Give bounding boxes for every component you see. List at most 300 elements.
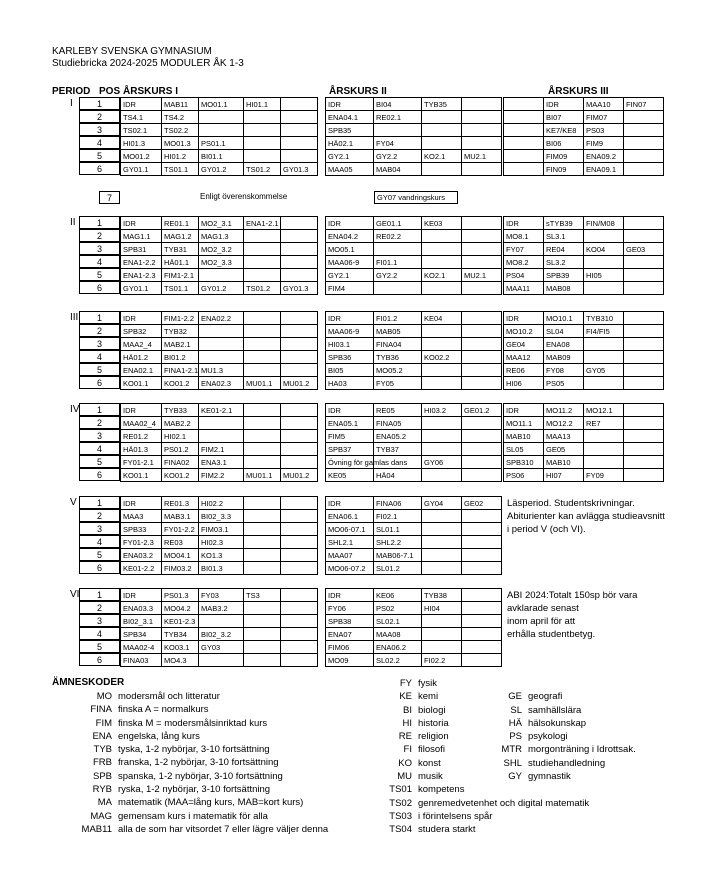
course-cell: HÄ01.3	[121, 443, 162, 456]
legend-item	[478, 677, 636, 690]
table-row	[326, 536, 502, 549]
course-cell: RE06	[504, 364, 544, 377]
course-cell: MO4.3	[162, 654, 199, 667]
course-cell: HÄ01.2	[121, 351, 162, 364]
course-cell: FY01-2.2	[162, 523, 199, 536]
course-cell: MO12.1	[584, 404, 624, 417]
course-cell: MO11.2	[544, 404, 584, 417]
course-cell	[422, 163, 462, 176]
table-row	[504, 256, 664, 269]
legend-item	[52, 823, 328, 836]
table-row	[504, 312, 664, 325]
course-cell: TYB310	[584, 312, 624, 325]
course-cell	[244, 523, 281, 536]
course-cell: PS05	[544, 377, 584, 390]
pos-cell: 1	[79, 97, 120, 110]
course-cell: GE03	[624, 243, 664, 256]
course-cell	[462, 111, 502, 124]
table-row	[121, 282, 318, 295]
course-cell	[624, 124, 664, 137]
legend-code: TS02	[389, 797, 412, 809]
course-cell	[462, 562, 502, 575]
table-row	[504, 150, 664, 163]
course-cell	[281, 338, 318, 351]
course-cell	[244, 111, 281, 124]
table-row	[504, 364, 664, 377]
course-cell: SL02.2	[374, 654, 422, 667]
course-cell: MAA3	[121, 510, 162, 523]
course-cell	[374, 243, 422, 256]
course-cell: GY01.2	[199, 282, 244, 295]
year1-header: ÅRSKURS I	[123, 86, 179, 97]
course-cell	[244, 654, 281, 667]
table-row	[504, 111, 664, 124]
course-cell: HÄ01.1	[162, 256, 199, 269]
course-cell	[244, 364, 281, 377]
course-cell	[462, 510, 502, 523]
course-cell: ENA1-2.1	[244, 217, 281, 230]
table-row	[326, 443, 502, 456]
course-cell: HI02.3	[199, 536, 244, 549]
course-cell	[462, 325, 502, 338]
table-row	[121, 562, 318, 575]
course-cell	[422, 111, 462, 124]
course-cell: FIN/M08	[584, 217, 624, 230]
course-cell: FY01-2.3	[121, 536, 162, 549]
pos-cell: 2	[79, 229, 120, 242]
course-cell	[244, 641, 281, 654]
table-row	[504, 163, 664, 176]
course-cell: ENA04.1	[326, 111, 374, 124]
table-row	[326, 510, 502, 523]
course-cell: IDR	[504, 404, 544, 417]
course-cell: FINA06	[374, 497, 422, 510]
course-cell: TYB35	[422, 98, 462, 111]
course-cell: FIM03.2	[162, 562, 199, 575]
course-cell	[281, 628, 318, 641]
course-cell	[584, 351, 624, 364]
legend-description: kompetens	[418, 784, 465, 796]
year3-table	[503, 403, 664, 482]
legend-description: ryska, 1-2 nybörjar, 3-10 fortsättning	[118, 784, 271, 796]
table-row	[121, 150, 318, 163]
legend-column-3	[478, 677, 636, 783]
course-cell: MAA11	[504, 282, 544, 295]
table-row	[121, 443, 318, 456]
course-cell: MAB09	[544, 351, 584, 364]
course-cell: GE04	[504, 338, 544, 351]
table-row	[121, 269, 318, 282]
course-cell	[244, 150, 281, 163]
table-row	[504, 137, 664, 150]
course-cell: MO2_3.3	[199, 256, 244, 269]
year1-table	[120, 97, 318, 176]
legend-item	[478, 757, 636, 770]
course-cell: MU2.1	[462, 269, 502, 282]
course-cell: GY04	[422, 497, 462, 510]
table-row	[504, 404, 664, 417]
course-cell: MAA08	[374, 628, 422, 641]
table-row	[121, 549, 318, 562]
course-cell: GY2.2	[374, 269, 422, 282]
legend-description: hälsokunskap	[528, 717, 587, 729]
course-cell	[199, 654, 244, 667]
legend-description: spanska, 1-2 nybörjar, 3-10 fortsättning	[118, 770, 283, 782]
course-cell: HI02.1	[162, 430, 199, 443]
course-cell	[422, 430, 462, 443]
course-cell: PS03	[584, 124, 624, 137]
table-row	[504, 377, 664, 390]
table-row	[326, 456, 502, 469]
course-cell: TS4.2	[162, 111, 199, 124]
pos-cell: 6	[79, 468, 120, 481]
pos-cell: 6	[79, 281, 120, 294]
course-cell: MAA12	[504, 351, 544, 364]
course-cell: MO01.3	[162, 137, 199, 150]
course-cell: MU1.3	[199, 364, 244, 377]
course-cell: ENA02.1	[121, 364, 162, 377]
course-cell: KO01.2	[162, 469, 199, 482]
course-cell: FIM07	[584, 111, 624, 124]
course-cell: TYB33	[162, 404, 199, 417]
legend-code: RE	[398, 731, 412, 743]
course-cell: TYB37	[374, 443, 422, 456]
course-cell: FINA05	[374, 417, 422, 430]
course-cell: KO1.3	[199, 549, 244, 562]
legend-description: gemensam kurs i matematik för alla	[118, 810, 268, 822]
course-cell: FY09	[584, 469, 624, 482]
legend-description: konst	[418, 757, 441, 769]
course-cell: MO2_3.1	[199, 217, 244, 230]
course-cell: sTYB39	[544, 217, 584, 230]
course-cell: MO01.1	[199, 98, 244, 111]
course-cell: KO01.1	[121, 377, 162, 390]
course-cell	[422, 256, 462, 269]
course-cell	[504, 124, 544, 137]
pos-cell: 3	[79, 123, 120, 136]
course-cell: TS01.2	[244, 282, 281, 295]
course-cell	[199, 111, 244, 124]
course-cell: FIM1-2.2	[162, 312, 199, 325]
year1-table	[120, 311, 318, 390]
course-cell	[422, 523, 462, 536]
course-cell	[624, 443, 664, 456]
course-cell: HI06	[504, 377, 544, 390]
course-cell	[584, 443, 624, 456]
table-row	[121, 654, 318, 667]
course-cell	[462, 589, 502, 602]
course-cell	[422, 282, 462, 295]
course-cell: RE02.2	[374, 230, 422, 243]
table-row	[326, 404, 502, 417]
course-cell	[624, 364, 664, 377]
pos-cell: 6	[79, 653, 120, 666]
course-cell	[624, 325, 664, 338]
period-note: Läsperiod. Studentskrivningar.	[507, 498, 635, 509]
course-cell: RE05	[374, 404, 422, 417]
table-row	[121, 230, 318, 243]
course-cell: IDR	[504, 312, 544, 325]
course-cell	[462, 243, 502, 256]
course-cell: HI07	[544, 469, 584, 482]
year2-table	[325, 403, 502, 482]
legend-code: MA	[97, 797, 112, 809]
course-cell: MAB10	[504, 430, 544, 443]
legend-item	[350, 810, 589, 823]
table-row	[121, 312, 318, 325]
course-cell	[281, 523, 318, 536]
table-row	[121, 497, 318, 510]
course-cell: IDR	[121, 497, 162, 510]
course-cell: SPB36	[326, 351, 374, 364]
course-cell: GY05	[584, 364, 624, 377]
course-cell: BI06	[544, 137, 584, 150]
legend-description: genremedvetenhet och digital matematik	[418, 797, 590, 809]
course-cell: GY01.1	[121, 282, 162, 295]
course-cell	[281, 98, 318, 111]
course-cell	[281, 430, 318, 443]
table-row	[121, 243, 318, 256]
course-cell: GE01.1	[374, 217, 422, 230]
course-cell: MAB06-7.1	[374, 549, 422, 562]
legend-code: ENA	[92, 730, 112, 742]
table-row	[504, 338, 664, 351]
table-row	[326, 641, 502, 654]
table-row	[326, 325, 502, 338]
course-cell	[281, 443, 318, 456]
year1-table	[120, 496, 318, 575]
course-cell: MAB3.2	[199, 602, 244, 615]
table-row	[326, 615, 502, 628]
legend-code: SPB	[92, 770, 112, 782]
course-cell: KO02.2	[422, 351, 462, 364]
course-cell	[462, 312, 502, 325]
table-row	[121, 430, 318, 443]
course-cell: MO04.2	[162, 602, 199, 615]
legend-description: kemi	[418, 691, 439, 703]
course-cell	[422, 325, 462, 338]
table-row	[121, 111, 318, 124]
course-cell: MAB3.1	[162, 510, 199, 523]
course-cell: IDR	[326, 589, 374, 602]
legend-code: BI	[403, 704, 412, 716]
legend-code: FY	[399, 678, 412, 689]
legend-item	[52, 796, 328, 809]
year2-table	[325, 216, 502, 295]
course-cell: FY05	[374, 377, 422, 390]
legend-code: RYB	[92, 784, 112, 796]
legend-code: MAG	[90, 810, 112, 822]
table-row	[121, 641, 318, 654]
legend-description: biologi	[418, 704, 446, 716]
course-cell: HI03.1	[326, 338, 374, 351]
legend-code: GY	[508, 771, 522, 783]
pos-cell: 6	[79, 162, 120, 175]
table-row	[121, 417, 318, 430]
legend-item	[478, 704, 636, 717]
legend-code: TS03	[389, 810, 412, 822]
course-cell	[462, 456, 502, 469]
course-cell	[504, 137, 544, 150]
period-label: V	[70, 497, 77, 508]
course-cell: ENA06.2	[374, 641, 422, 654]
course-cell: FI02.1	[374, 510, 422, 523]
course-cell	[422, 137, 462, 150]
course-cell	[244, 562, 281, 575]
course-cell: MU01.2	[281, 377, 318, 390]
legend-description: geografi	[528, 691, 563, 703]
school-name: KARLEBY SVENSKA GYMNASIUM	[52, 46, 212, 57]
course-cell: PS01.2	[162, 443, 199, 456]
course-cell: FY08	[544, 364, 584, 377]
course-cell: MO04.1	[162, 549, 199, 562]
course-cell	[281, 325, 318, 338]
course-cell: MO11.1	[504, 417, 544, 430]
course-cell: RE03	[162, 536, 199, 549]
course-cell: GY2.1	[326, 269, 374, 282]
table-row	[326, 377, 502, 390]
course-cell	[624, 430, 664, 443]
course-cell	[462, 377, 502, 390]
period-label: III	[70, 312, 79, 323]
period-label: II	[70, 217, 76, 228]
period-header: PERIOD	[52, 86, 91, 97]
course-cell: MU01.1	[244, 377, 281, 390]
table-row	[121, 536, 318, 549]
course-cell: IDR	[121, 312, 162, 325]
legend-description: samhällslära	[528, 704, 582, 716]
course-cell	[462, 282, 502, 295]
legend-code: MAB11	[81, 823, 112, 835]
course-cell: ENA05.1	[326, 417, 374, 430]
course-cell: FI4/FI5	[584, 325, 624, 338]
course-cell	[374, 282, 422, 295]
course-cell	[422, 641, 462, 654]
course-cell	[199, 124, 244, 137]
course-cell	[624, 456, 664, 469]
period-note: ABI 2024:Totalt 150sp bör vara	[507, 590, 638, 601]
course-cell: ENA08	[544, 338, 584, 351]
course-cell: HI01.1	[244, 98, 281, 111]
course-cell: MO8.1	[504, 230, 544, 243]
course-cell: BI07	[544, 111, 584, 124]
legend-code: SHL	[503, 757, 522, 769]
table-row	[326, 98, 502, 111]
table-row	[326, 430, 502, 443]
course-cell	[462, 338, 502, 351]
pos-cell: 1	[79, 216, 120, 229]
table-row	[121, 364, 318, 377]
period-note: erhålla studentbetyg.	[507, 629, 596, 640]
legend-code: FRB	[93, 757, 112, 769]
course-cell	[281, 497, 318, 510]
pos-cell: 6	[79, 561, 120, 574]
course-cell: MO01.2	[121, 150, 162, 163]
course-cell: GY01.1	[121, 163, 162, 176]
course-cell	[462, 430, 502, 443]
course-cell	[281, 364, 318, 377]
course-cell: GY01.3	[281, 282, 318, 295]
course-cell	[281, 351, 318, 364]
table-row	[326, 256, 502, 269]
legend-description: gymnastik	[528, 771, 571, 783]
course-cell	[462, 163, 502, 176]
year3-table	[503, 97, 664, 176]
course-cell: PS04	[504, 269, 544, 282]
course-cell: HI02.2	[199, 497, 244, 510]
course-cell: IDR	[326, 497, 374, 510]
table-row	[326, 469, 502, 482]
table-row	[504, 417, 664, 430]
course-cell: KE7/KE8	[544, 124, 584, 137]
course-cell: FINA02	[162, 456, 199, 469]
course-cell	[624, 282, 664, 295]
legend-description: psykologi	[528, 731, 568, 743]
course-cell: KO2.1	[422, 269, 462, 282]
course-cell	[624, 137, 664, 150]
course-cell	[462, 628, 502, 641]
course-cell	[584, 256, 624, 269]
course-cell: FIM2.2	[199, 469, 244, 482]
legend-item	[52, 810, 328, 823]
year3-table	[503, 311, 664, 390]
table-row	[121, 523, 318, 536]
course-cell: KO01.2	[162, 377, 199, 390]
course-cell	[422, 536, 462, 549]
course-cell	[244, 510, 281, 523]
course-cell: TS02.2	[162, 124, 199, 137]
course-cell	[422, 510, 462, 523]
course-cell: ENA09.2	[584, 150, 624, 163]
course-cell: IDR	[326, 98, 374, 111]
course-cell: SPB34	[121, 628, 162, 641]
table-row	[504, 282, 664, 295]
legend-item	[52, 756, 328, 769]
course-cell: ENA09.1	[584, 163, 624, 176]
year2-table	[325, 496, 502, 575]
table-row	[326, 549, 502, 562]
course-cell	[584, 377, 624, 390]
course-cell: ENA03.3	[121, 602, 162, 615]
course-cell: GY2.1	[326, 150, 374, 163]
course-cell	[281, 137, 318, 150]
course-cell: MO8.2	[504, 256, 544, 269]
pos-cell: 5	[79, 363, 120, 376]
legend-item	[478, 730, 636, 743]
legend-item	[52, 770, 328, 783]
course-cell: FIM5	[326, 430, 374, 443]
course-cell: RE01.3	[162, 497, 199, 510]
course-cell: FIM09	[544, 150, 584, 163]
legend-item	[478, 743, 636, 756]
legend-description: finska A = normalkurs	[118, 704, 209, 716]
course-cell: TYB34	[162, 628, 199, 641]
course-cell: MO10.1	[544, 312, 584, 325]
pos-cell: 1	[79, 311, 120, 324]
course-cell: MAB08	[544, 282, 584, 295]
course-cell	[624, 404, 664, 417]
table-row	[326, 269, 502, 282]
legend-description: studera starkt	[418, 824, 476, 836]
course-cell: MAG1.3	[199, 230, 244, 243]
course-cell: KO2.1	[422, 150, 462, 163]
course-cell: SL3.1	[544, 230, 584, 243]
course-cell	[422, 443, 462, 456]
course-cell	[199, 351, 244, 364]
course-cell: RE02.1	[374, 111, 422, 124]
course-cell	[244, 230, 281, 243]
course-cell	[244, 124, 281, 137]
